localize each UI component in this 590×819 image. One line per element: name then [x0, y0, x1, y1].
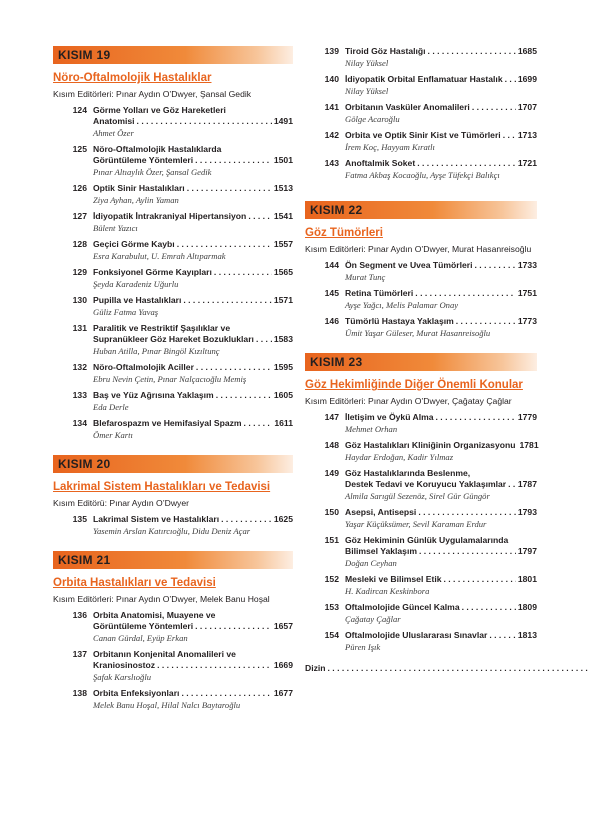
chapter-authors: H. Kadircan Keskinbora: [345, 586, 430, 596]
toc-entry[interactable]: [53, 323, 293, 357]
chapter-body: [345, 74, 537, 97]
chapter-body: [345, 260, 537, 283]
toc-entry[interactable]: [305, 440, 537, 463]
chapter-title: Oftalmolojide Uluslararası Sınavlar: [345, 630, 488, 640]
chapter-title-row: [93, 688, 293, 699]
section-header-bar: [305, 201, 537, 219]
toc-entry[interactable]: [305, 412, 537, 435]
page-number: 1781: [519, 440, 539, 450]
chapter-title: Göz Hastalıkları Kliniğinin Organizasyonu: [345, 440, 516, 450]
chapter-title-row: [93, 239, 293, 250]
leader-dots: [195, 155, 272, 166]
entry-list: [53, 610, 293, 711]
chapter-title: Lakrimal Sistem ve Hastalıkları: [93, 514, 220, 524]
leader-dots: [187, 183, 272, 194]
chapter-number: 146: [324, 316, 339, 326]
chapter-number: 136: [72, 610, 87, 620]
toc-entry[interactable]: [305, 74, 537, 97]
chapter-body: [345, 507, 537, 530]
chapter-number: 154: [324, 630, 339, 640]
chapter-title-row: [345, 479, 537, 490]
chapter-title-row: [345, 630, 537, 641]
leader-dots: [221, 514, 272, 525]
toc-entry[interactable]: [53, 649, 293, 683]
page-number: 1721: [517, 158, 537, 168]
chapter-title-row: [345, 46, 537, 57]
toc-entry[interactable]: [305, 574, 537, 597]
leader-dots: [328, 663, 590, 674]
section-editors: Kısım Editörleri: Pınar Aydın O’Dwyer, Murat Hasanreisoğlu: [305, 244, 532, 254]
toc-entry[interactable]: [53, 390, 293, 413]
chapter-number: 130: [72, 295, 87, 305]
leader-dots: [462, 602, 516, 613]
chapter-number: 142: [324, 130, 339, 140]
toc-entry[interactable]: [305, 316, 537, 339]
chapter-authors: Eda Derle: [93, 402, 129, 412]
toc-entry[interactable]: [53, 610, 293, 644]
section-editors: Kısım Editörleri: Pınar Aydın O’Dwyer, Melek Banu Hoşal: [53, 594, 270, 604]
chapter-title-line: Görme Yolları ve Göz Hareketleri: [93, 105, 226, 115]
chapter-title-row: [93, 621, 293, 632]
chapter-body: [93, 183, 293, 206]
entry-list: [305, 260, 537, 339]
section-title[interactable]: Orbita Hastalıkları ve Tedavisi: [53, 577, 216, 589]
leader-dots: [503, 130, 516, 141]
section-header: KISIM 19: [58, 48, 111, 62]
section-kisim-22: [305, 201, 537, 339]
chapter-authors: Canan Gürdal, Eyüp Erkan: [93, 633, 188, 643]
leader-dots: [508, 479, 516, 490]
page-number: 1801: [517, 574, 537, 584]
page-number: 1611: [274, 418, 293, 428]
page-number: 1733: [517, 260, 537, 270]
chapter-body: [345, 288, 537, 311]
toc-entry[interactable]: [305, 130, 537, 153]
chapter-title-row: [93, 295, 293, 306]
chapter-title: Supranükleer Göz Hareket Bozuklukları: [93, 334, 254, 344]
chapter-number: 153: [324, 602, 339, 612]
chapter-number: 127: [72, 211, 87, 221]
chapter-title: Orbita Enfeksiyonları: [93, 688, 180, 698]
leader-dots: [137, 116, 272, 127]
section-kisim-20: [53, 455, 293, 537]
chapter-authors: Ahmet Özer: [93, 128, 134, 138]
chapter-authors: Gölge Acaroğlu: [345, 114, 400, 124]
chapter-authors: Nilay Yüksel: [345, 86, 389, 96]
chapter-title: Destek Tedavi ve Koruyucu Yaklaşımlar: [345, 479, 507, 489]
page-number: 1595: [273, 362, 293, 372]
section-title[interactable]: Nöro-Oftalmolojik Hastalıklar: [53, 72, 212, 84]
toc-entry[interactable]: [305, 46, 537, 69]
chapter-authors: Püren Işık: [345, 642, 381, 652]
chapter-number: 150: [324, 507, 339, 517]
section-header: KISIM 23: [310, 355, 363, 369]
toc-entry[interactable]: [305, 158, 537, 181]
chapter-title: Orbita ve Optik Sinir Kist ve Tümörleri: [345, 130, 501, 140]
leader-dots: [216, 390, 272, 401]
chapter-number: 124: [72, 105, 87, 115]
chapter-title-row: [345, 288, 537, 299]
leader-dots: [248, 211, 272, 222]
chapter-body: [93, 144, 293, 178]
toc-entry[interactable]: [53, 418, 293, 441]
chapter-authors: Şeyda Karadeniz Uğurlu: [93, 279, 179, 289]
chapter-number: 149: [324, 468, 339, 478]
toc-entry[interactable]: [53, 144, 293, 178]
leader-dots: [181, 688, 271, 699]
chapter-title: İdiyopatik İntrakraniyal Hipertansiyon: [93, 211, 247, 221]
chapter-body: [93, 211, 293, 234]
chapter-title: İdiyopatik Orbital Enflamatuar Hastalık: [345, 74, 503, 84]
chapter-title: Orbitanın Vasküler Anomalileri: [345, 102, 470, 112]
leader-dots: [214, 267, 272, 278]
chapter-title-row: [93, 267, 293, 278]
chapter-body: [93, 610, 293, 644]
toc-entry[interactable]: [305, 602, 537, 625]
section-header-bar: [53, 551, 293, 569]
leader-dots: [157, 660, 272, 671]
section-header: KISIM 20: [58, 457, 111, 471]
section-kisim-19: [53, 46, 293, 441]
chapter-title: Asepsi, Antisepsi: [345, 507, 417, 517]
chapter-title: Nöro-Oftalmolojik Aciller: [93, 362, 194, 372]
chapter-title: Ön Segment ve Uvea Tümörleri: [345, 260, 473, 270]
chapter-title: Oftalmolojide Güncel Kalma: [345, 602, 460, 612]
chapter-authors: Mehmet Orhan: [345, 424, 398, 434]
toc-entry[interactable]: [305, 535, 537, 569]
chapter-title-row: [345, 74, 537, 85]
chapter-title: Görüntüleme Yöntemleri: [93, 155, 194, 165]
section-header-bar: [305, 353, 537, 371]
leader-dots: [505, 74, 516, 85]
chapter-authors: Ayşe Yağcı, Melis Palamar Onay: [345, 300, 459, 310]
chapter-title-row: [93, 211, 293, 222]
chapter-authors: Şafak Karslıoğlu: [93, 672, 152, 682]
page-number: 1657: [273, 621, 293, 631]
entry-list: [53, 105, 293, 441]
section-title[interactable]: Göz Hekimliğinde Diğer Önemli Konular: [305, 379, 523, 391]
chapter-authors: Ziya Ayhan, Aylin Yaman: [93, 195, 179, 205]
chapter-title: Görüntüleme Yöntemleri: [93, 621, 194, 631]
chapter-title: Kraniosinostoz: [93, 660, 156, 670]
section-title[interactable]: Lakrimal Sistem Hastalıkları ve Tedavisi: [53, 481, 271, 493]
section-editors: Kısım Editörleri: Pınar Aydın O’Dwyer, Çağatay Çağlar: [305, 396, 512, 406]
page-number: 1813: [517, 630, 537, 640]
chapter-body: [93, 362, 293, 385]
leader-dots: [418, 507, 516, 518]
chapter-title-row: [93, 116, 293, 127]
chapter-authors: Bülent Yazıcı: [93, 223, 138, 233]
page-number: 1677: [273, 688, 293, 698]
leader-dots: [456, 316, 516, 327]
page-number: 1793: [517, 507, 537, 517]
chapter-title-row: [93, 390, 293, 401]
leader-dots: [419, 546, 516, 557]
chapter-body: [93, 295, 293, 318]
chapter-authors: Güliz Fatma Yavaş: [93, 307, 159, 317]
chapter-title-row: [93, 155, 293, 166]
chapter-title: Fonksiyonel Görme Kayıpları: [93, 267, 212, 277]
chapter-number: 133: [72, 390, 87, 400]
leader-dots: [475, 260, 516, 271]
page-number: 1773: [517, 316, 537, 326]
toc-entry[interactable]: [305, 260, 537, 283]
chapter-authors: Yaşar Küçüksümer, Sevil Karaman Erdur: [345, 519, 487, 529]
chapter-number: 131: [72, 323, 87, 333]
page-number: 1685: [517, 46, 537, 56]
chapter-body: [93, 649, 293, 683]
page-number: 1583: [273, 334, 293, 344]
chapter-title-line: Nöro-Oftalmolojik Hastalıklarda: [93, 144, 222, 154]
chapter-authors: Huban Atilla, Pınar Bingöl Kızıltunç: [93, 346, 220, 356]
toc-entry[interactable]: [305, 102, 537, 125]
chapter-title-row: [345, 602, 537, 613]
leader-dots: [183, 295, 272, 306]
chapter-title-line: Göz Hekiminin Günlük Uygulamalarında: [345, 535, 509, 545]
chapter-body: [345, 412, 537, 435]
right-column: [305, 46, 537, 674]
toc-entry[interactable]: [305, 288, 537, 311]
chapter-authors: Esra Karabulut, U. Emrah Altıparmak: [93, 251, 226, 261]
chapter-number: 141: [324, 102, 339, 112]
chapter-body: [345, 316, 537, 339]
chapter-body: [93, 418, 293, 441]
chapter-authors: Nilay Yüksel: [345, 58, 389, 68]
toc-entry[interactable]: [53, 267, 293, 290]
chapter-number: 147: [324, 412, 339, 422]
chapter-body: [345, 46, 537, 69]
section-header-bar: [53, 46, 293, 64]
leader-dots: [417, 158, 516, 169]
chapter-title: Bilimsel Yaklaşım: [345, 546, 417, 556]
toc-entry[interactable]: [305, 507, 537, 530]
page-number: 1713: [517, 130, 537, 140]
chapter-title-line: Orbita Anatomisi, Muayene ve: [93, 610, 216, 620]
chapter-body: [93, 105, 293, 139]
page-number: 1557: [273, 239, 293, 249]
toc-entry[interactable]: [53, 688, 293, 711]
section-header: KISIM 22: [310, 203, 363, 217]
chapter-body: [345, 630, 537, 653]
chapter-title: Optik Sinir Hastalıkları: [93, 183, 185, 193]
leader-dots: [436, 412, 516, 423]
chapter-authors: Pınar Altıaylık Özer, Şansal Gedik: [93, 167, 212, 177]
chapter-number: 144: [324, 260, 339, 270]
page-number: 1605: [273, 390, 293, 400]
chapter-title-row: [345, 412, 537, 423]
page-number: 1501: [273, 155, 293, 165]
chapter-title: Anatomisi: [93, 116, 135, 126]
chapter-title-row: [345, 158, 537, 169]
chapter-body: [93, 514, 293, 537]
chapter-title-row: [345, 546, 537, 557]
chapter-title-row: [345, 316, 537, 327]
chapter-body: [345, 102, 537, 125]
toc-entry[interactable]: [53, 295, 293, 318]
chapter-body: [345, 468, 537, 502]
chapter-number: 151: [324, 535, 339, 545]
toc-entry[interactable]: [53, 239, 293, 262]
page-number: 1751: [517, 288, 537, 298]
chapter-title-row: [93, 183, 293, 194]
chapter-title-row: [93, 418, 293, 429]
chapter-authors: Doğan Ceyhan: [345, 558, 397, 568]
leader-dots: [428, 46, 516, 57]
chapter-number: 126: [72, 183, 87, 193]
page-number: 1565: [273, 267, 293, 277]
page-number: 1491: [273, 116, 293, 126]
chapter-authors: Haydar Erdoğan, Kadir Yılmaz: [345, 452, 454, 462]
chapter-body: [93, 323, 293, 357]
chapter-title: Tümörlü Hastaya Yaklaşım: [345, 316, 454, 326]
section-header-bar: [53, 455, 293, 473]
chapter-number: 134: [72, 418, 87, 428]
page-number: 1699: [517, 74, 537, 84]
chapter-body: [93, 267, 293, 290]
page-number: 1707: [517, 102, 537, 112]
chapter-authors: İrem Koç, Hayyam Kıratlı: [345, 142, 435, 152]
leader-dots: [472, 102, 516, 113]
chapter-title-row: [93, 660, 293, 671]
chapter-title: Baş ve Yüz Ağrısına Yaklaşım: [93, 390, 214, 400]
entry-list: [305, 46, 537, 181]
index-label: Dizin: [305, 663, 326, 673]
page-number: 1625: [273, 514, 293, 524]
chapter-number: 137: [72, 649, 87, 659]
page-number: 1787: [517, 479, 537, 489]
chapter-title-line: Paralitik ve Restriktif Şaşılıklar ve: [93, 323, 231, 333]
chapter-authors: Fatma Akbaş Kocaoğlu, Ayşe Tüfekçi Balıkçı: [345, 170, 500, 180]
chapter-number: 139: [324, 46, 339, 56]
page-number: 1669: [273, 660, 293, 670]
page-number: 1797: [517, 546, 537, 556]
chapter-authors: Ümit Yaşar Güleser, Murat Hasanreisoğlu: [345, 328, 491, 338]
chapter-body: [93, 239, 293, 262]
page-number: 1779: [517, 412, 537, 422]
section-editors: Kısım Editörleri: Pınar Aydın O’Dwyer, Şansal Gedik: [53, 89, 252, 99]
leader-dots: [177, 239, 272, 250]
chapter-body: [345, 574, 537, 597]
chapter-number: 129: [72, 267, 87, 277]
chapter-title: Anoftalmik Soket: [345, 158, 416, 168]
chapter-authors: Yasemin Arslan Katırcıoğlu, Didu Deniz Açar: [93, 526, 251, 536]
chapter-authors: Murat Tunç: [345, 272, 386, 282]
leader-dots: [196, 362, 272, 373]
chapter-body: [345, 130, 537, 153]
chapter-authors: Melek Banu Hoşal, Hilal Nalcı Baytaroğlu: [93, 700, 241, 710]
chapter-title-row: [93, 362, 293, 373]
leader-dots: [244, 418, 273, 429]
section-title[interactable]: Göz Tümörleri: [305, 227, 383, 239]
chapter-number: 125: [72, 144, 87, 154]
chapter-number: 143: [324, 158, 339, 168]
toc-entry[interactable]: [53, 105, 293, 139]
left-column: [53, 46, 293, 721]
leader-dots: [256, 334, 272, 345]
chapter-number: 128: [72, 239, 87, 249]
chapter-title-line: Orbitanın Konjenital Anomalileri ve: [93, 649, 236, 659]
toc-entry[interactable]: [53, 514, 293, 537]
chapter-title: Tiroid Göz Hastalığı: [345, 46, 426, 56]
chapter-authors: Çağatay Çağlar: [345, 614, 401, 624]
chapter-title-row: [345, 507, 537, 518]
toc-entry[interactable]: [53, 183, 293, 206]
chapter-number: 140: [324, 74, 339, 84]
chapter-number: 138: [72, 688, 87, 698]
chapter-body: [93, 688, 293, 711]
chapter-authors: Ebru Nevin Çetin, Pınar Nalçacıoğlu Memiş: [93, 374, 247, 384]
chapter-body: [345, 602, 537, 625]
chapter-title: Mesleki ve Bilimsel Etik: [345, 574, 442, 584]
chapter-title-line: Göz Hastalıklarında Beslenme,: [345, 468, 471, 478]
toc-entry[interactable]: [53, 211, 293, 234]
page-number: 1513: [273, 183, 293, 193]
chapter-number: 132: [72, 362, 87, 372]
leader-dots: [195, 621, 272, 632]
chapter-body: [93, 390, 293, 413]
chapter-title: İletişim ve Öykü Alma: [345, 412, 434, 422]
section-editors: Kısım Editörü: Pınar Aydın O’Dwyer: [53, 498, 189, 508]
chapter-title-row: [93, 514, 293, 525]
chapter-body: [345, 440, 537, 463]
chapter-title-row: [345, 102, 537, 113]
chapter-title: Retina Tümörleri: [345, 288, 414, 298]
chapter-authors: Almila Sarıgül Sezenöz, Sirel Gür Güngör: [345, 491, 490, 501]
chapter-title-row: [345, 260, 537, 271]
chapter-title-row: [345, 574, 537, 585]
chapter-authors: Ömer Kartı: [93, 430, 133, 440]
chapter-title: Blefarospazm ve Hemifasiyal Spazm: [93, 418, 242, 428]
leader-dots: [489, 630, 516, 641]
chapter-body: [345, 158, 537, 181]
toc-entry[interactable]: [305, 630, 537, 653]
chapter-number: 152: [324, 574, 339, 584]
chapter-title-row: [345, 440, 537, 451]
section-kisim-23: [305, 353, 537, 653]
page-number: 1541: [273, 211, 293, 221]
section-header: KISIM 21: [58, 553, 111, 567]
index-entry[interactable]: [305, 663, 537, 674]
chapter-title-row: [345, 130, 537, 141]
toc-entry[interactable]: [53, 362, 293, 385]
chapter-number: 135: [72, 514, 87, 524]
chapter-title: Geçici Görme Kaybı: [93, 239, 175, 249]
section-kisim-21: [53, 551, 293, 711]
chapter-body: [345, 535, 537, 569]
chapter-number: 145: [324, 288, 339, 298]
chapter-title-row: [93, 334, 293, 345]
leader-dots: [444, 574, 516, 585]
chapter-title: Pupilla ve Hastalıkları: [93, 295, 182, 305]
entry-list: [53, 514, 293, 537]
toc-entry[interactable]: [305, 468, 537, 502]
page-number: 1571: [273, 295, 293, 305]
entry-list: [305, 412, 537, 653]
leader-dots: [415, 288, 516, 299]
chapter-number: 148: [324, 440, 339, 450]
page-number: 1809: [517, 602, 537, 612]
